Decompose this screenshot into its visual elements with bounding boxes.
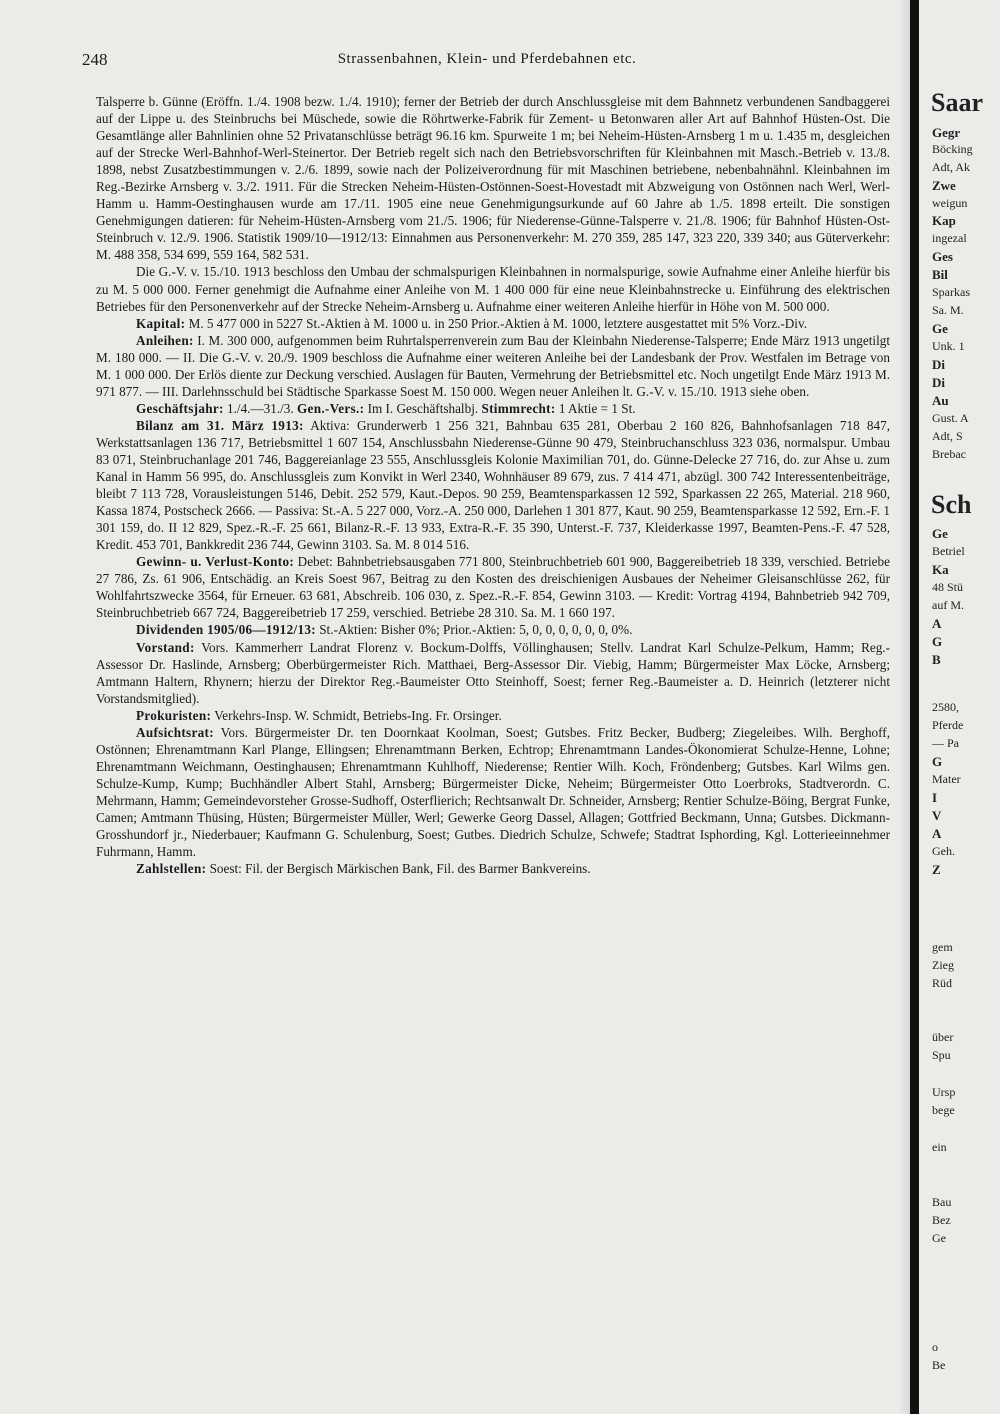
paragraph-text: Soest: Fil. der Bergisch Märkischen Bank, Fil. des Barmer Bankvereins. <box>206 861 591 877</box>
margin-fragment: Kap <box>932 213 956 228</box>
margin-fragment: 48 Stü <box>932 580 964 594</box>
section-label: Bilanz am 31. März 1913: <box>136 417 304 433</box>
page-binding-edge <box>910 0 919 1414</box>
margin-fragment: Z <box>932 862 941 877</box>
margin-fragment: Zwe <box>932 178 956 193</box>
margin-fragment: Bil <box>932 267 948 282</box>
paragraph <box>96 621 890 638</box>
paragraph-text: 1./4.—31./3. <box>223 400 297 416</box>
running-title: Strassenbahnen, Klein- und Pferdebahnen etc. <box>337 51 637 67</box>
paragraph-text: Talsperre b. Günne (Eröffn. 1./4. 1908 bezw. 1./4. 1910); ferner der Betrieb der durch Anschlussgleise mit dem Bahnnetz verbundenen Sandbaggerei auf der Lippe u. des Steinbruchs bei Müschede, sowie die Röhrtwerke-Fabrik für Zement- u Betonwaren aller Art auf Bahnhof Hüsten-Ost. Die Gesamtlänge aller Bahnlinien ohne 52 Privatanschlüsse beträgt 96.16 km. Spurweite 1 m; bei Neheim-Hüsten-Arnsberg 1 m u. 1.435 m, desgleichen auf der Strecke Werl-Bahnhof-Werl-Steinertor. Der Betrieb regelt sich nach den Betriebsvorschriften für Kleinbahnen mit Masch.-Betrieb v. 13./8. 1898, nebst Zusatzbestimmungen v. 2./6. 1899, sowie nach der Polizeiverordnung für mit Maschinen betriebene, nebenbahnähnl. Kleinbahnen im Reg.-Bezirke Arnsberg v. 3./2. 1911. Für die Strecken Neheim-Hüsten-Ostönnen-Soest-Hovestadt mit Abzweigung von Ostönnen nach Werl, Werl-Hamm u. Hamm-Oestinghausen wurde am 17./11. 1905 eine neue Genehmigungsurkunde auf 60 Jahre ab 1./5. 1898 erteilt. Die sonstigen Genehmigungen datieren: für Neheim-Hüsten-Arnsberg vom 21./5. 1906; für Niederense-Günne-Talsperre v. 21./8. 1906; für Bahnhof Hüsten-Ost-Steinbruch v. 12./9. 1906. Statistik 1909/10—1912/13: Einnahmen aus Personenverkehr: M. 270 359, 285 147, 323 220, 339 340; aus Güterverkehr: M. 488 358, 534 699, 559 164, 582 531. <box>96 94 890 263</box>
margin-fragment: Mater <box>932 772 961 786</box>
section-label: Prokuristen: <box>136 707 212 723</box>
paragraph <box>96 707 890 724</box>
margin-fragment: Sa. M. <box>932 303 964 317</box>
margin-fragment: I <box>932 790 938 805</box>
section-label: Aufsichtsrat: <box>136 724 214 740</box>
section-label: Dividenden 1905/06—1912/13: <box>136 622 316 638</box>
paragraph-text: St.-Aktien: Bisher 0%; Prior.-Aktien: 5, 0, 0, 0, 0, 0, 0, 0%. <box>315 622 633 638</box>
paragraph-text: Debet: Bahnbetriebsausgaben 771 800, Steinbruchbetrieb 601 900, Baggereibetrieb 18 339, verschied. Betriebe 27 786, Zs. 61 906, Entschädig. an Kreis Soest 967, Beitrag zu den Kosten des dreischienigen Ausbaues der Neheimer Gleisanschlüsse 262, für Wohlfahrtszwecke 3564, für Erneuer. 63 681, Abschreib. 106 030, z. Spez.-R.-F. 854, Gewinn 3103. — Kredit: Vortrag 4194, Bahnbetrieb 942 709, Steinbruchbetrieb 667 724, Baggereibetrieb 17 259, verschied. Betriebe 28 310. Sa. M. 1 660 197. <box>96 554 890 621</box>
section-label: Gewinn- u. Verlust-Konto: <box>136 554 295 570</box>
margin-fragment: Bau <box>932 1195 952 1209</box>
margin-fragment: V <box>932 808 942 823</box>
margin-fragment: Böcking <box>932 142 973 156</box>
margin-fragment: Ka <box>932 562 949 577</box>
margin-fragment: Ge <box>932 526 948 541</box>
paragraph-text: Verkehrs-Insp. W. Schmidt, Betriebs-Ing. Fr. Orsinger. <box>211 707 502 723</box>
page-number: 248 <box>82 50 108 69</box>
margin-fragment: auf M. <box>932 598 964 612</box>
paragraph <box>96 93 890 263</box>
section-label: Gen.-Vers.: <box>296 400 365 416</box>
margin-fragment: Adt, Ak <box>932 160 971 174</box>
paragraph-text: 1 Aktie = 1 St. <box>555 400 636 416</box>
paragraph <box>96 400 890 417</box>
margin-fragment: Saar <box>931 88 983 117</box>
paragraph <box>96 315 890 332</box>
margin-fragment: über <box>932 1030 954 1044</box>
paragraph <box>96 553 890 621</box>
margin-fragment: Brebac <box>932 447 966 461</box>
margin-fragment: Au <box>932 393 949 408</box>
paragraph-text: Aktiva: Grunderwerb 1 256 321, Bahnbau 635 281, Oberbau 2 160 826, Bahnhofsanlagen 718 847, Werkstattsanlagen 136 717, Betriebsmittel 1 607 154, Anschlussbahn Niederense-Günne 90 479, Steinbruchanschluss 323 036, normalspur. Umbau 83 071, Steinbruchanlage 201 746, Baggereianlage 23 555, Anschlussgleis Kolonie Maximilian 701, do. Günne-Delecke 27 716, do. zur Ahse u. zum Kanal in Hamm 56 995, do. Anschlussgleis zum Konvikt in Werl 2340, Wohnhäuser 89 679, zus. 7 414 471, abzügl. 300 742 Interessentenbeiträge, bleibt 7 113 728, Vorausleistungen 5146, Debit. 252 579, Kaut.-Depos. 90 259, Beamtensparkassen 12 592, Sparkassen 22 265, Material. 218 960, Kassa 1874, Postscheck 2666. — Passiva: St.-A. 5 227 000, Vorz.-A. 250 000, Darlehen 1 301 877, Kaut. 90 259, Beamtensparkasse 12 592, Ern.-F. 1 301 159, do. II 12 829, Spez.-R.-F. 25 661, Bilanz-R.-F. 13 933, Extra-R.-F. 35 390, Unterst.-F. 737, Kleiderkasse 1997, Beamten-Pens.-F. 47 528, Kredit. 453 701, Bankkredit 236 744, Gewinn 3103. Sa. M. 8 014 516. <box>96 417 891 553</box>
paragraph <box>96 332 890 400</box>
margin-fragment: Bez <box>932 1213 951 1227</box>
paragraph-text: Vors. Kammerherr Landrat Florenz v. Bockum-Dolffs, Völlinghausen; Stellv. Landrat Karl Schulze-Pelkum, Hamm; Reg.-Assessor Dr. Haslinde, Arnsberg; Oberbürgermeister Rich. Matthaei, Berg-Assessor Dir. Viebig, Hamm; Bürgermeister Max Löcke, Arnsberg; Amtmann Haltern, Rhynern; hierzu der Direktor Reg.-Baumeister Otto Steinhoff, Soest; ferner Reg.-Baumeister a. D. Heinrich (letzterer nicht Vorstandsmitglied). <box>96 639 890 706</box>
margin-fragment: Ge <box>932 321 948 336</box>
section-label: Geschäftsjahr: <box>136 400 224 416</box>
paragraph-text: Im I. Geschäftshalbj. <box>364 400 482 416</box>
margin-fragment: A <box>932 826 942 841</box>
page-header <box>82 50 892 74</box>
margin-fragment: G <box>932 754 943 769</box>
paragraph-text: Vors. Bürgermeister Dr. ten Doornkaat Koolman, Soest; Gutsbes. Fritz Becker, Budberg; Ziegeleibes. Wilh. Berghoff, Ostönnen; Ehrenamtmann Karl Plange, Ellingsen; Ehrenamtmann Berken, Echtrop; Ehrenamtmann Landes-Ökonomierat Schulze-Henne, Lohne; Ehrenamtmann Weichmann, Oestinghausen; Ehrenamtmann Kuhlhoff, Niederense; Rentier Wilh. Koch, Fröndenberg; Gutsbes. Karl Wilms gen. Schulze-Kump, Kump; Buchhändler Albert Stahl, Arnsberg; Bürgermeister Dicke, Neheim; Bürgermeister Otto Loerbroks, Stadtverordn. C. Mehrmann, Hamm; Gemeindevorsteher Grosse-Sudhoff, Osterflierich; Rechtsanwalt Dr. Schneider, Arnsberg; Rentier Schulze-Böing, Bergrat Funke, Camen; Amtmann Thüsing, Hüsten; Bürgermeister Müller, Werl; Gewerke Georg Dassel, Allagen; Gottfried Beckmann, Unna; Gutsbes. Dickmann-Grosshundorf jr., Niederbauer; Kaufmann G. Schulenburg, Soest; Gutbes. Diedrich Schulze, Schwefe; Stadtrat Isphording, Kgl. Lotterieeinnehmer Fuhrmann, Hamm. <box>96 724 890 860</box>
section-label: Kapital: <box>136 315 186 331</box>
adjacent-page-fragment <box>922 0 1000 1414</box>
margin-fragment: ein <box>932 1140 947 1154</box>
margin-fragment: — Pa <box>932 736 959 750</box>
margin-fragment: Ges <box>932 249 953 264</box>
gutter-shadow <box>898 0 910 1414</box>
margin-fragment: Di <box>932 357 945 372</box>
margin-fragment: G <box>932 634 943 649</box>
margin-fragment: B <box>932 652 941 667</box>
paragraph <box>96 639 890 707</box>
section-label: Stimmrecht: <box>481 400 556 416</box>
paragraph <box>96 263 890 314</box>
margin-fragment: Gust. A <box>932 411 969 425</box>
margin-fragment: Spu <box>932 1048 951 1062</box>
margin-fragment: Be <box>932 1358 946 1372</box>
section-label: Anleihen: <box>136 332 194 348</box>
margin-fragment: weigun <box>932 196 968 210</box>
margin-fragment: Sparkas <box>932 285 970 299</box>
margin-fragment: ingezal <box>932 231 967 245</box>
margin-fragment: gem <box>932 940 953 954</box>
margin-fragment: Ge <box>932 1231 946 1245</box>
paragraph <box>96 417 890 553</box>
margin-fragment: 2580, <box>932 700 959 714</box>
paragraph-text: M. 5 477 000 in 5227 St.-Aktien à M. 1000 u. in 250 Prior.-Aktien à M. 1000, letztere ausgestattet mit 5% Vorz.-Div. <box>185 315 807 331</box>
margin-fragment: Rüd <box>932 976 953 990</box>
paragraph-text: Die G.-V. v. 15./10. 1913 beschloss den Umbau der schmalspurigen Kleinbahnen in normalspurige, sowie Aufnahme einer Anleihe hierfür bis zu M. 5 000 000. Ferner genehmigt die Aufnahme einer Anleihe von M. 1 400 000 für eine neue Kleinbahnstrecke u. Einführung des elektrischen Betriebes für den Personenverkehr auf der Strecke Neheim-Arnsberg u. Aufnahme einer weiteren Anleihe hierfür in Höhe von M. 500 000. <box>96 264 890 314</box>
margin-fragment: A <box>932 616 942 631</box>
paragraph <box>96 860 890 877</box>
section-label: Vorstand: <box>136 639 195 655</box>
margin-fragment: Adt, S <box>932 429 963 443</box>
margin-fragment: Unk. 1 <box>932 339 965 353</box>
main-text-column <box>96 93 890 1373</box>
margin-fragment: Di <box>932 375 945 390</box>
margin-fragment: Ursp <box>932 1085 956 1099</box>
paragraph <box>96 724 890 860</box>
margin-fragment: Sch <box>931 490 972 519</box>
margin-fragment: Betriel <box>932 544 965 558</box>
margin-fragment: Pferde <box>932 718 964 732</box>
margin-fragment: Gegr <box>932 125 961 140</box>
margin-fragment: bege <box>932 1103 955 1117</box>
paragraph-text: I. M. 300 000, aufgenommen beim Ruhrtalsperrenverein zum Bau der Kleinbahn Niederense-Talsperre; Ende März 1913 ungetilgt M. 180 000. — II. Die G.-V. v. 20./9. 1909 beschloss die Aufnahme einer weiteren Anleihe bei der Landesbank der Prov. Westfalen im Betrage von M. 1 000 000. Der Erlös diente zur Deckung verschied. Auslagen für Bauten, Vermehrung der Betriebsmittel etc. Noch ungetilgt Ende März 1913 M. 971 877. — III. Darlehnsschuld bei Städtische Sparkasse Soest M. 150 000. Wegen neuer Anleihen lt. G.-V. v. 15./10. 1913 siehe oben. <box>96 332 890 399</box>
margin-fragment: Zieg <box>932 958 954 972</box>
margin-fragment: Geh. <box>932 844 955 858</box>
section-label: Zahlstellen: <box>136 861 207 877</box>
margin-fragment: o <box>932 1340 938 1354</box>
